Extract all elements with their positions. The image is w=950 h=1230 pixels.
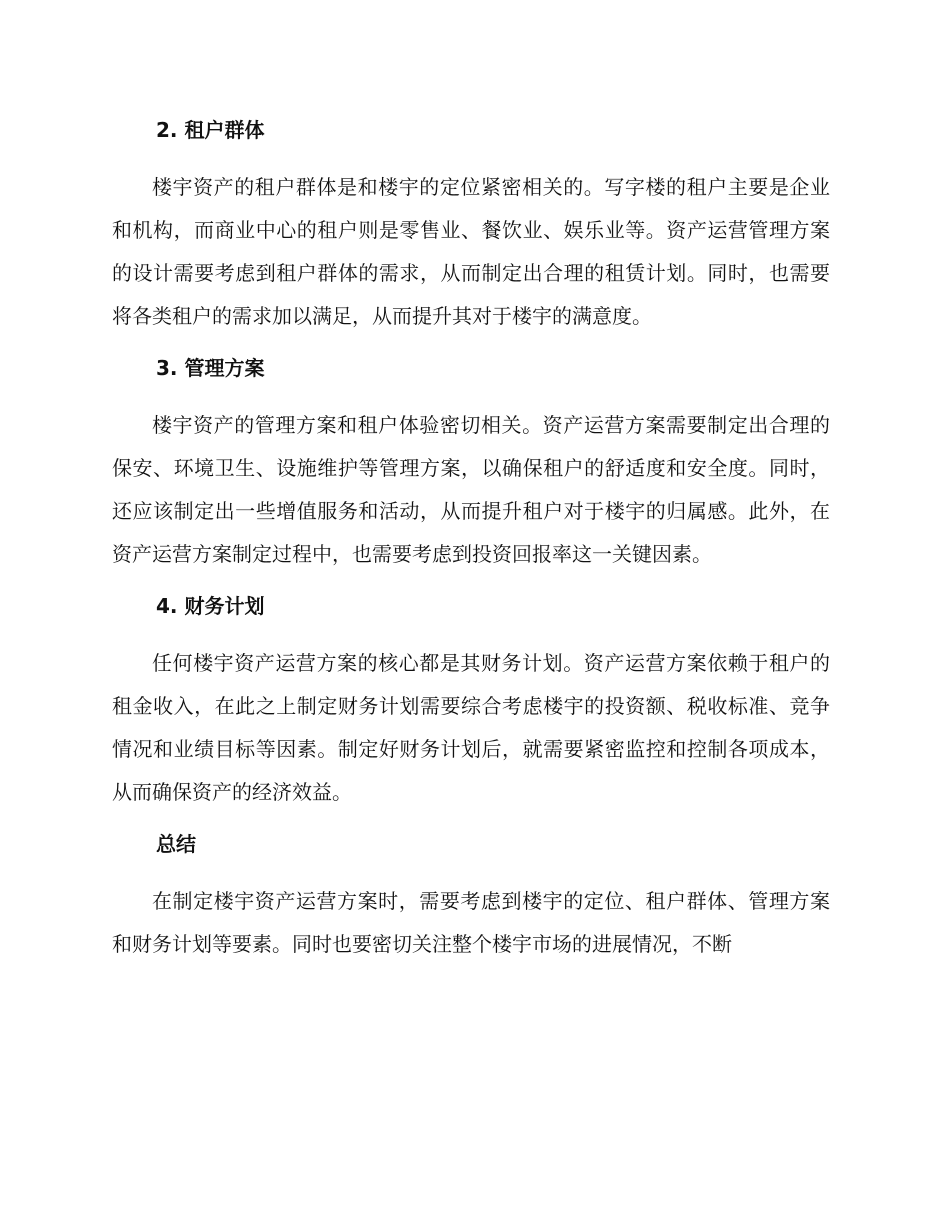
section-heading-summary: 总结 xyxy=(156,832,196,856)
section-paragraph-financial-plan: 任何楼宇资产运营方案的核心都是其财务计划。资产运营方案依赖于租户的租金收入，在此之上制定财务计划需要综合考虑楼宇的投资额、税收标准、竞争情况和业绩目标等因素。制定好财务计划后，就需要紧密监控和控制各项成本，从而确保资产的经济效益。 xyxy=(112,651,830,804)
section-paragraph-management-plan: 楼宇资产的管理方案和租户体验密切相关。资产运营方案需要制定出合理的保安、环境卫生、设施维护等管理方案，以确保租户的舒适度和安全度。同时，还应该制定出一些增值服务和活动，从而提升租户对于楼宇的归属感。此外，在资产运营方案制定过程中，也需要考虑到投资回报率这一关键因素。 xyxy=(112,413,830,566)
section-heading-management-plan: 3. 管理方案 xyxy=(156,356,265,380)
document-page xyxy=(112,110,830,966)
section-paragraph-summary: 在制定楼宇资产运营方案时，需要考虑到楼宇的定位、租户群体、管理方案和财务计划等要素。同时也要密切关注整个楼宇市场的进展情况，不断 xyxy=(112,889,830,956)
section-heading-financial-plan: 4. 财务计划 xyxy=(156,594,265,618)
section-paragraph-tenant-groups: 楼宇资产的租户群体是和楼宇的定位紧密相关的。写字楼的租户主要是企业和机构，而商业中心的租户则是零售业、餐饮业、娱乐业等。资产运营管理方案的设计需要考虑到租户群体的需求，从而制定出合理的租赁计划。同时，也需要将各类租户的需求加以满足，从而提升其对于楼宇的满意度。 xyxy=(112,175,830,328)
section-heading-tenant-groups: 2. 租户群体 xyxy=(156,118,265,142)
